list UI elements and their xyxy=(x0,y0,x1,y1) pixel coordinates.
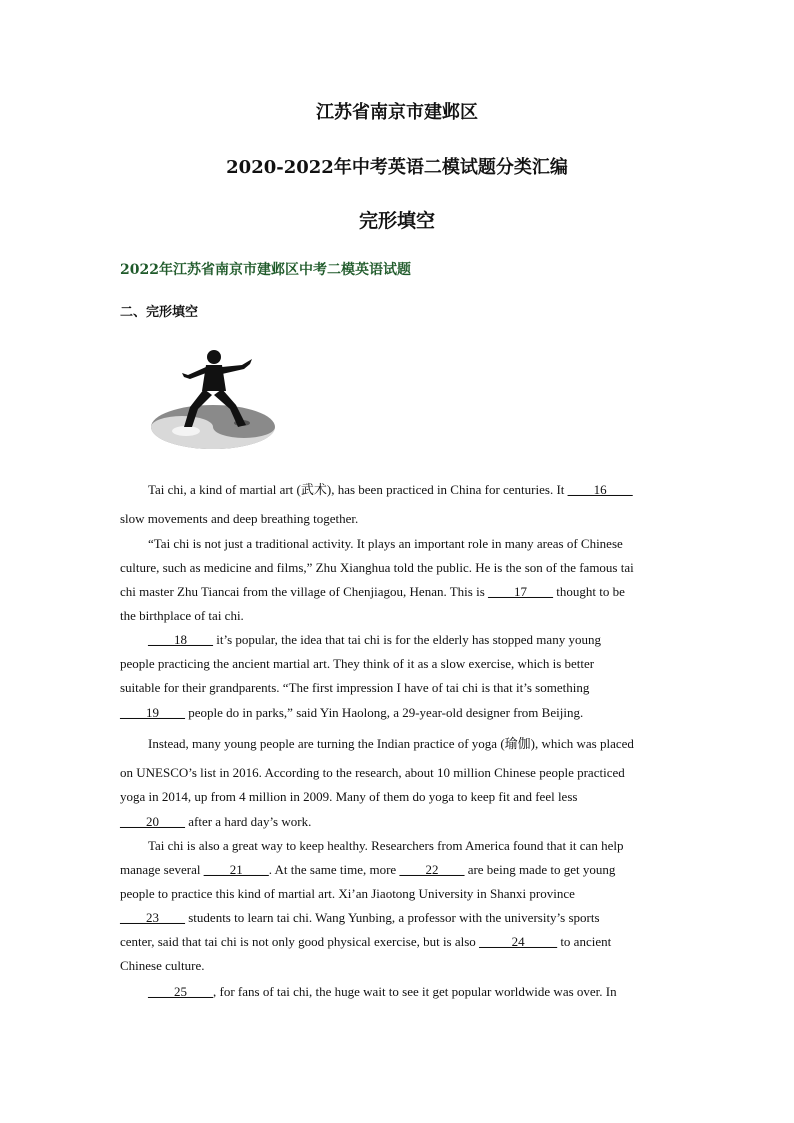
passage-line: Tai chi is also a great way to keep healthy. Researchers from America found that it can help xyxy=(148,838,624,853)
doc-title-main: 2020-2022年中考英语二模试题分类汇编 xyxy=(226,157,568,178)
blank-18: ____18____ xyxy=(148,632,213,647)
blank-17: ____17____ xyxy=(488,584,554,599)
tai-chi-silhouette-icon xyxy=(148,345,278,453)
doc-title-region: 江苏省南京市建邺区 xyxy=(316,102,478,123)
blank-23: ____23____ xyxy=(120,910,185,925)
passage-line xyxy=(120,862,615,878)
passage-text: chi master Zhu Tiancai from the village of Chenjiagou, Henan. This is xyxy=(120,584,489,599)
passage-line: on UNESCO’s list in 2016. According to the research, about 10 million Chinese people practiced xyxy=(120,765,625,780)
passage-text: . At the same time, more xyxy=(268,862,400,877)
passage-line: “Tai chi is not just a traditional activity. It plays an important role in many areas of Chinese xyxy=(148,536,623,551)
passage-text: manage several xyxy=(120,862,204,877)
passage-line: the birthplace of tai chi. xyxy=(120,608,244,623)
blank-20: ____20____ xyxy=(120,814,185,829)
passage-line xyxy=(120,584,625,600)
passage-line xyxy=(120,934,611,950)
doc-title-topic: 完形填空 xyxy=(358,210,435,232)
passage-line: Instead, many young people are turning the Indian practice of yoga (瑜伽), which was placed xyxy=(148,736,634,751)
section-label: 二、完形填空 xyxy=(120,305,199,320)
blank-22: ____22____ xyxy=(399,862,465,877)
passage-line: people practicing the ancient martial art. They think of it as a slow exercise, which is better xyxy=(120,656,595,671)
passage-text: Tai chi, a kind of martial art (武术), has been practiced in China for centuries. It xyxy=(148,482,568,497)
blank-19: ____19____ xyxy=(120,705,185,720)
passage-line: yoga in 2014, up from 4 million in 2009. Many of them do yoga to keep fit and feel less xyxy=(120,789,578,804)
blank-25: ____25____ xyxy=(148,984,213,999)
passage-line: slow movements and deep breathing together. xyxy=(120,511,359,526)
blank-24: _____24_____ xyxy=(479,934,558,949)
passage-text: to ancient xyxy=(557,934,612,949)
passage-line xyxy=(120,910,600,926)
passage-line: suitable for their grandparents. “The first impression I have of tai chi is that it’s something xyxy=(120,680,590,695)
passage-text: students to learn tai chi. Wang Yunbing, a professor with the university’s sports xyxy=(185,910,600,925)
passage-text: after a hard day’s work. xyxy=(185,814,312,829)
passage-text: thought to be xyxy=(553,584,625,599)
exam-subtitle: 2022年江苏省南京市建邺区中考二模英语试题 xyxy=(120,262,411,278)
blank-21: ____21____ xyxy=(203,862,269,877)
passage-line xyxy=(120,705,583,721)
passage-text: are being made to get young xyxy=(464,862,616,877)
passage-line: culture, such as medicine and films,” Zhu Xianghua told the public. He is the son of the famous tai xyxy=(120,560,634,575)
passage-text: it’s popular, the idea that tai chi is for the elderly has stopped many young xyxy=(213,632,601,647)
passage-text: people do in parks,” said Yin Haolong, a 29-year-old designer from Beijing. xyxy=(185,705,584,720)
passage-text: center, said that tai chi is not only good physical exercise, but is also xyxy=(120,934,480,949)
passage-line: people to practice this kind of martial art. Xi’an Jiaotong University in Shanxi province xyxy=(120,886,575,901)
passage-line xyxy=(120,814,311,830)
passage-line: Chinese culture. xyxy=(120,958,205,973)
passage-line xyxy=(148,984,617,1000)
passage-line xyxy=(148,479,633,498)
passage-line xyxy=(148,632,601,648)
passage-text: , for fans of tai chi, the huge wait to see it get popular worldwide was over. In xyxy=(213,984,617,999)
blank-16: ____16____ xyxy=(567,482,633,497)
